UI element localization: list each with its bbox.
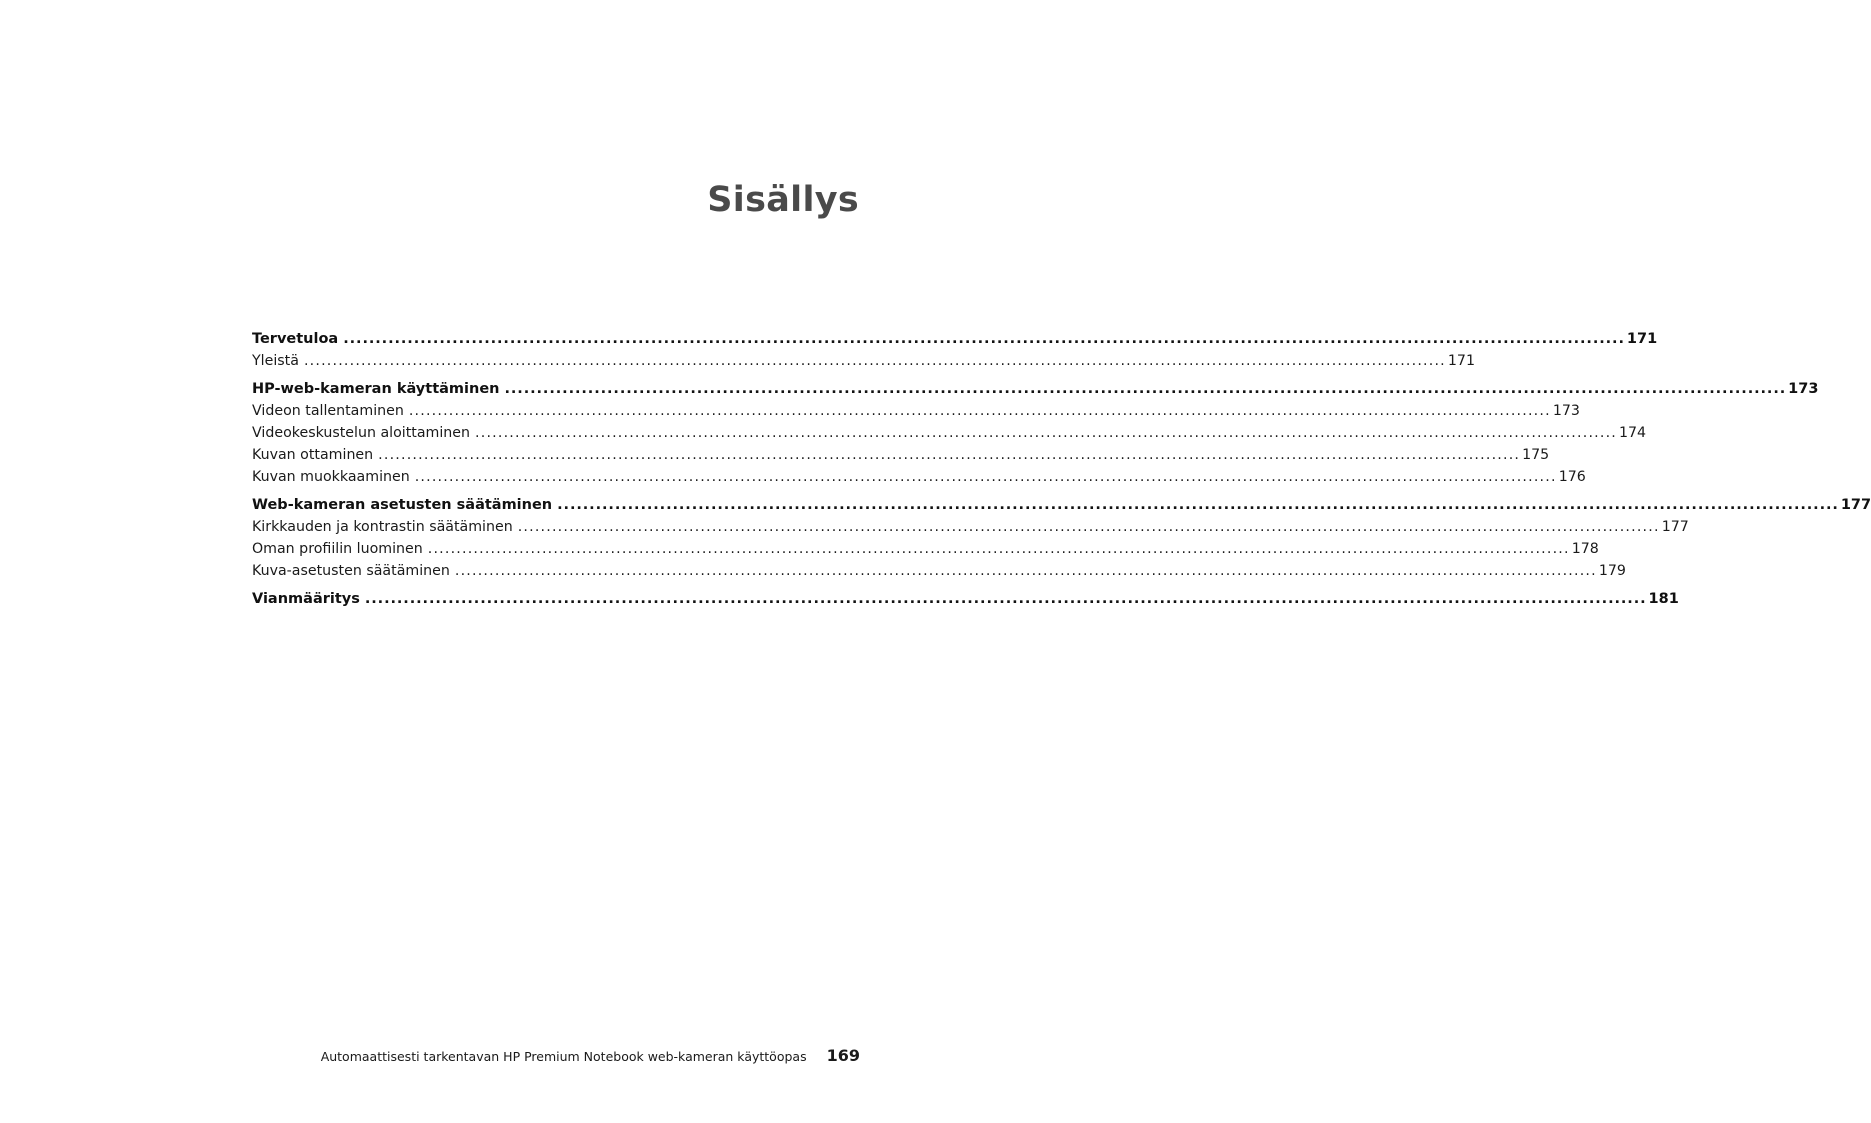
- dot-leader: ........................................................................................................................................................................................................: [414, 469, 1557, 485]
- toc-entry-page: 171: [1626, 331, 1658, 347]
- page-footer: [321, 1046, 860, 1065]
- toc-entry-label: Yleistä: [252, 353, 299, 369]
- toc-entry-label: Videokeskustelun aloittaminen: [252, 425, 471, 441]
- toc-entry-section[interactable]: [252, 538, 1599, 560]
- footer-page-number: 169: [826, 1046, 860, 1065]
- dot-leader: ........................................................................................................................................................................................................: [343, 331, 1625, 347]
- toc-entry-page: 175: [1522, 447, 1550, 463]
- dot-leader: ........................................................................................................................................................................................................: [475, 425, 1617, 441]
- toc-entry-page: 171: [1447, 353, 1475, 369]
- toc-entry-page: 173: [1788, 381, 1819, 397]
- toc-entry-section[interactable]: [252, 444, 1550, 466]
- toc-entry-label: Tervetuloa: [252, 331, 339, 347]
- toc-entry-label: HP-web-kameran käyttäminen: [252, 381, 500, 397]
- toc-entry-section[interactable]: [252, 400, 1580, 422]
- toc-entry-chapter[interactable]: [252, 588, 1679, 610]
- toc-entry-chapter[interactable]: [252, 494, 1871, 516]
- toc-entry-page: 174: [1619, 425, 1647, 441]
- toc-entry-chapter[interactable]: [252, 328, 1658, 350]
- toc-entry-label: Kuva-asetusten säätäminen: [252, 563, 450, 579]
- toc-entry-label: Kirkkauden ja kontrastin säätäminen: [252, 519, 513, 535]
- toc-entry-chapter[interactable]: [252, 378, 1819, 400]
- toc-entry-page: 173: [1552, 403, 1580, 419]
- toc-entry-section[interactable]: [252, 466, 1586, 488]
- toc-entry-label: Kuvan ottaminen: [252, 447, 374, 463]
- dot-leader: ........................................................................................................................................................................................................: [364, 591, 1647, 607]
- toc-entry-label: Kuvan muokkaaminen: [252, 469, 410, 485]
- dot-leader: ........................................................................................................................................................................................................: [408, 403, 1551, 419]
- page-title: Sisällys: [707, 180, 859, 220]
- dot-leader: ........................................................................................................................................................................................................: [504, 381, 1787, 397]
- toc-entry-section[interactable]: [252, 560, 1626, 582]
- toc-entry-section[interactable]: [252, 422, 1647, 444]
- toc-entry-page: 177: [1661, 519, 1689, 535]
- toc-entry-page: 181: [1648, 591, 1679, 607]
- toc-entry-page: 176: [1558, 469, 1586, 485]
- toc-entry-section[interactable]: [252, 516, 1689, 538]
- dot-leader: ........................................................................................................................................................................................................: [303, 353, 1446, 369]
- toc-entry-page: 178: [1571, 541, 1599, 557]
- toc-entry-page: 177: [1840, 497, 1871, 513]
- toc-entry-label: Vianmääritys: [252, 591, 360, 607]
- toc-entry-label: Videon tallentaminen: [252, 403, 404, 419]
- toc-entry-label: Web-kameran asetusten säätäminen: [252, 497, 553, 513]
- dot-leader: ........................................................................................................................................................................................................: [454, 563, 1597, 579]
- toc-entry-label: Oman profiilin luominen: [252, 541, 423, 557]
- dot-leader: ........................................................................................................................................................................................................: [378, 447, 1521, 463]
- table-of-contents: [252, 328, 1871, 610]
- footer-title: Automaattisesti tarkentavan HP Premium Notebook web-kameran käyttöopas: [320, 1049, 807, 1064]
- toc-entry-section[interactable]: [252, 350, 1475, 372]
- dot-leader: ........................................................................................................................................................................................................: [557, 497, 1839, 513]
- dot-leader: ........................................................................................................................................................................................................: [427, 541, 1570, 557]
- dot-leader: ........................................................................................................................................................................................................: [517, 519, 1660, 535]
- toc-entry-page: 179: [1598, 563, 1626, 579]
